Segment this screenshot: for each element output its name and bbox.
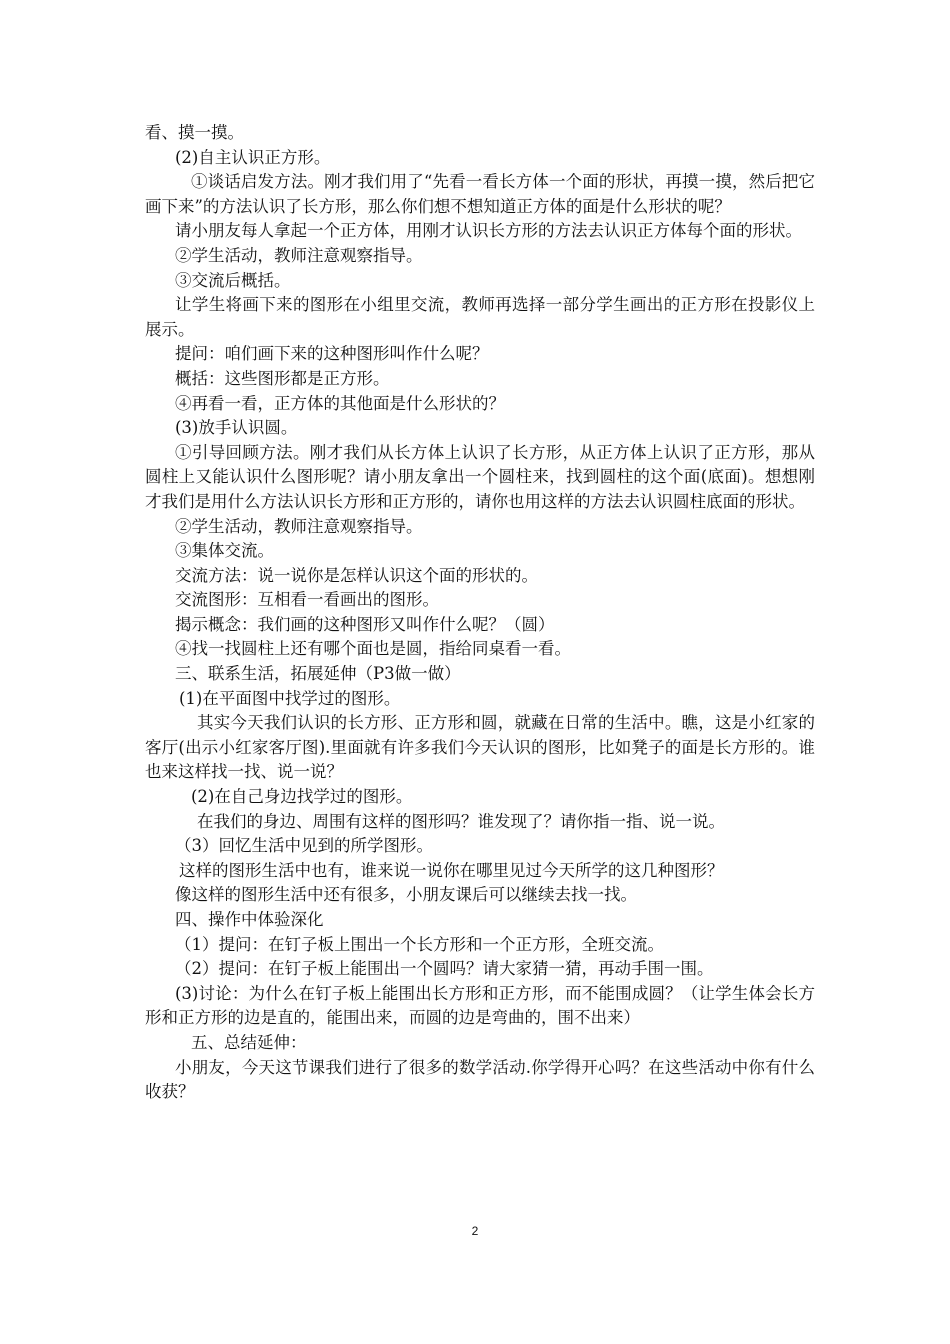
paragraph: （3）回忆生活中见到的所学图形。	[175, 836, 433, 856]
paragraph: 让学生将画下来的图形在小组里交流，教师再选择一部分学生画出的正方形在投影仪上展示。	[145, 295, 815, 339]
paragraph: 请小朋友每人拿起一个正方体，用刚才认识长方形的方法去认识正方体每个面的形状。	[175, 221, 802, 241]
paragraph: 看、摸一摸。	[145, 123, 244, 142]
paragraph: 三、联系生活，拓展延伸（P3做一做）	[175, 664, 461, 684]
paragraph: 交流方法：说一说你是怎样认识这个面的形状的。	[175, 565, 538, 585]
paragraph: 提问：咱们画下来的这种图形叫作什么呢？	[175, 344, 489, 364]
paragraph: 小朋友，今天这节课我们进行了很多的数学活动.你学得开心吗？在这些活动中你有什么收获？	[145, 1057, 815, 1102]
paragraph: ④找一找圆柱上还有哪个面也是圆，指给同桌看一看。	[175, 639, 571, 659]
paragraph: 在我们的身边、周围有这样的图形吗？谁发现了？请你指一指、说一说。	[197, 811, 725, 831]
paragraph: (2)自主认识正方形。	[175, 147, 331, 167]
paragraph: 交流图形：互相看一看画出的图形。	[175, 590, 439, 610]
page-number: 2	[471, 1224, 479, 1238]
paragraph: ①谈话启发方法。刚才我们用了“先看一看长方体一个面的形状，再摸一摸，然后把它画下来”的方法认识了长方形，那么你们想不想知道正方体的面是什么形状的呢？	[145, 172, 815, 216]
paragraph: 其实今天我们认识的长方形、正方形和圆，就藏在日常的生活中。瞧，这是小红家的客厅(出示小红家客厅图).里面就有许多我们今天认识的图形，比如凳子的面是长方形的。谁也来这样找一找、说一说？	[145, 713, 815, 782]
paragraph: ③交流后概括。	[175, 270, 291, 290]
paragraph: 像这样的图形生活中还有很多，小朋友课后可以继续去找一找。	[175, 885, 637, 905]
paragraph: ③集体交流。	[175, 541, 274, 561]
paragraph: （1）提问：在钉子板上围出一个长方形和一个正方形，全班交流。	[175, 934, 664, 954]
paragraph: 四、操作中体验深化	[175, 910, 324, 929]
paragraph: (3)放手认识圆。	[175, 418, 298, 438]
paragraph: (2)在自己身边找学过的图形。	[191, 787, 413, 807]
paragraph: 五、总结延伸：	[191, 1032, 307, 1052]
paragraph: 概括：这些图形都是正方形。	[175, 368, 390, 388]
paragraph: ②学生活动，教师注意观察指导。	[175, 516, 423, 536]
document-body	[145, 121, 815, 1105]
paragraph: ④再看一看，正方体的其他面是什么形状的？	[175, 393, 505, 413]
paragraph: 揭示概念：我们画的这种图形又叫作什么呢？（圆）	[175, 614, 555, 634]
paragraph: （2）提问：在钉子板上能围出一个圆吗？请大家猜一猜，再动手围一围。	[175, 959, 714, 979]
paragraph: 这样的图形生活中也有，谁来说一说你在哪里见过今天所学的这几种图形？	[179, 860, 724, 880]
paragraph: (3)讨论：为什么在钉子板上能围出长方形和正方形，而不能围成圆？（让学生体会长方形和正方形的边是直的，能围出来，而圆的边是弯曲的，围不出来）	[145, 983, 815, 1028]
paragraph: ②学生活动，教师注意观察指导。	[175, 245, 423, 265]
paragraph: ①引导回顾方法。刚才我们从长方体上认识了长方形，从正方体上认识了正方形，那从圆柱上又能认识什么图形呢？请小朋友拿出一个圆柱来，找到圆柱的这个面(底面)。想想刚才我们是用什么方法认识长方形和正方形的，请你也用这样的方法去认识圆柱底面的形状。	[145, 442, 815, 511]
paragraph: (1)在平面图中找学过的图形。	[179, 688, 401, 708]
